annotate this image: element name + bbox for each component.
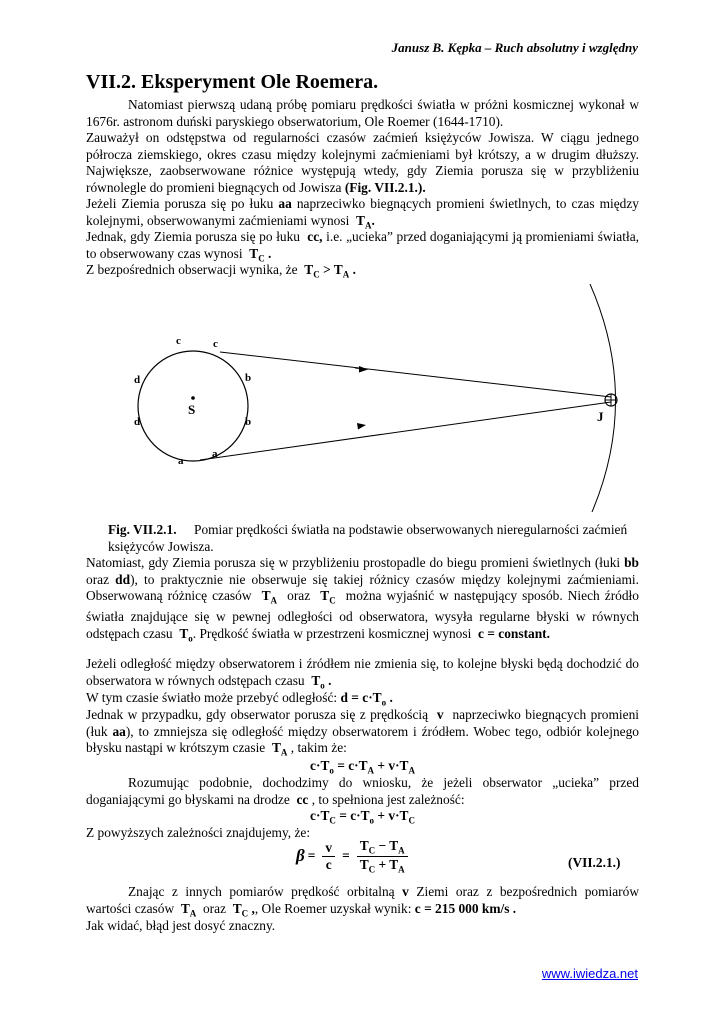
- p3b: aa: [278, 196, 292, 211]
- label-b1: b: [245, 372, 252, 384]
- p8b: d = c·T: [340, 690, 382, 705]
- paragraph-perpendicular: [86, 555, 639, 647]
- frac-denominator: $T_C + T_A$: [359, 856, 405, 875]
- label-c1: c: [176, 335, 181, 347]
- equation-beta: β = $\frac{v}{c}$ = $\frac{T_C - T_A}{T_C + T_A}$: [296, 838, 412, 874]
- p10b: cc: [296, 791, 309, 807]
- p6c: oraz: [86, 571, 110, 587]
- paragraph-approaching: [86, 707, 639, 761]
- sym-TC-3: $T_C$ ,: [232, 900, 255, 919]
- label-a1: a: [178, 455, 184, 467]
- paragraph-result: [86, 884, 639, 922]
- p4b: cc,: [307, 229, 323, 244]
- jupiter-orbit-arc: [590, 284, 616, 512]
- p12f: c = 215 000 km/s .: [414, 900, 517, 916]
- p9c: naprzeciwko biegnących promieni (łuk: [86, 707, 639, 739]
- p10a: Rozumując podobnie, dochodzimy do wniosku, że jeżeli obserwator „ucieka” przed doganiającymi go błyskami na drodze: [86, 775, 639, 807]
- figure-roemer-diagram: [100, 284, 640, 512]
- ray-lower: [200, 402, 611, 460]
- paragraph-derive: Z powyższych zależności znajdujemy, że:: [86, 825, 311, 840]
- arrowhead-lower: [357, 423, 366, 430]
- label-J: J: [597, 409, 604, 424]
- equation-1: $c\cdot T_o = c\cdot T_A + v\cdot T_A$: [310, 758, 415, 776]
- p8: W tym czasie światło może przebyć odległość:: [86, 690, 338, 705]
- sym-TA-3: $T_A$: [180, 900, 197, 919]
- beta-symbol: β: [296, 846, 305, 866]
- p12a: Znając z innych pomiarów prędkość orbitalną: [128, 884, 395, 899]
- p6b: bb: [624, 555, 639, 570]
- label-a2: a: [212, 448, 218, 460]
- p6g: można wyjaśnić w następujący sposób. Niech źródło światła znajdujące się w pewnej odległości od obserwatora, wysyła regularne błyski w równych odstępach czasu: [86, 588, 639, 641]
- label-S: S: [188, 402, 196, 417]
- p6e: ), to praktycznie nie obserwuje się takiej różnicy czasów między kolejnymi zaćmieniami. Obserwowaną różnicę czasów: [86, 571, 639, 603]
- label-d1: d: [134, 374, 141, 386]
- sym-To: $T_o$: [179, 625, 193, 644]
- p12c: Ziemi oraz z bezpośrednich pomiarów wartości czasów: [86, 884, 639, 916]
- p12e: , Ole Roemer uzyskał wynik:: [254, 900, 412, 916]
- p4c: i.e. „ucieka” przed doganiającymi ją promieniami światła, to obserwowany czas wynosi: [86, 229, 639, 261]
- frac-numerator: $T_C - T_A$: [357, 838, 408, 857]
- symbol-TC: $T_C$ .: [249, 245, 272, 264]
- p6a: Natomiast, gdy Ziemia porusza się w przybliżeniu prostopadle do biegu promieni świetlnych (łuki: [86, 555, 621, 570]
- p9f: , takim że:: [290, 740, 347, 755]
- equation-number: (VII.2.1.): [568, 855, 621, 870]
- fraction-v-over-c: [322, 840, 335, 873]
- paragraph-error: Jak widać, błąd jest dosyć znaczny.: [86, 918, 276, 933]
- p2-text: Zauważył on odstępstwa od regularności czasów zaćmień księżyców Jowisza. W ciągu jednego półrocza ziemskiego, okres czasu między kolejnymi zaćmieniami był krótszy, a w drugim dłuższy. Największe, zaobserwowane różnice występują wtedy, gdy Ziemia porusza się w przybliżeniu równolegle do promieni biegnących od Jowisza: [86, 130, 639, 195]
- label-c2: c: [213, 338, 218, 350]
- p9e: ), to zmniejsza się odległość między obserwatorem i źródłem. Wobec tego, odbiór kolejnego błysku nastąpi w krótszym czasie: [86, 723, 639, 755]
- p4a: Jednak, gdy Ziemia porusza się po łuku: [86, 229, 300, 244]
- paragraph-constant-distance: [86, 656, 639, 694]
- p3a: Jeżeli Ziemia porusza się po łuku: [86, 196, 274, 211]
- sym-TC: $T_C$: [320, 588, 336, 606]
- p12d: oraz: [202, 900, 227, 916]
- figure-ref: (Fig. VII.2.1.).: [344, 179, 426, 195]
- symbol-TA: $T_A$.: [356, 212, 375, 231]
- p9d: aa: [112, 723, 126, 739]
- p7: Jeżeli odległość między obserwatorem i źródłem nie zmienia się, to kolejne błyski będą dochodzić do obserwatora w równych odstępach czasu: [86, 656, 639, 688]
- p5: Z bezpośrednich obserwacji wynika, że: [86, 262, 298, 277]
- sym-To-2: $T_o$ .: [311, 672, 332, 691]
- p9b: v: [436, 707, 444, 722]
- ray-upper: [220, 352, 611, 397]
- label-b2: b: [245, 416, 252, 428]
- fraction-times: [357, 838, 408, 874]
- paragraph-observation: [86, 130, 639, 196]
- equation-2: $c\cdot T_C = c\cdot T_o + v\cdot T_C$: [310, 808, 415, 826]
- paragraph-escaping: [86, 775, 639, 808]
- paragraph-intro: Natomiast pierwszą udaną próbę pomiaru prędkości światła w próżni kosmicznej wykonał w 1676r. astronom duński paryskiego obserwatorium, Ole Roemer (1644-1710).: [86, 97, 639, 129]
- p10c: , to spełniona jest zależność:: [311, 791, 465, 807]
- running-header: Janusz B. Kępka – Ruch absolutny i względny: [391, 40, 638, 55]
- p9a: Jednak w przypadku, gdy obserwator porusza się z prędkością: [86, 707, 429, 722]
- frac-c: c: [325, 856, 332, 872]
- caption-text: Pomiar prędkości światła na podstawie obserwowanych nieregularności zaćmień księżyców Jowisza.: [108, 522, 628, 554]
- sym-TA: $T_A$: [261, 588, 278, 606]
- sun-dot: [191, 396, 195, 400]
- p6d: dd: [115, 571, 131, 587]
- sym-TA-2: $T_A$: [271, 740, 288, 758]
- frac-v: v: [322, 840, 335, 857]
- p6f: oraz: [287, 588, 311, 603]
- label-d2: d: [134, 416, 141, 428]
- footer-link[interactable]: www.iwiedza.net: [541, 966, 638, 981]
- inequality: $T_C > T_A$ .: [304, 262, 356, 280]
- figure-caption: [108, 522, 638, 555]
- p6h: . Prędkość światła w przestrzeni kosmicznej wynosi: [192, 625, 472, 641]
- p12b: v: [402, 884, 409, 899]
- section-title: VII.2. Eksperyment Ole Roemera.: [86, 71, 379, 93]
- arrowhead-upper: [359, 366, 368, 373]
- p3c: naprzeciwko biegnących promieni świetlnych, to czas między kolejnymi, obserwowanymi zaćmieniami wynosi: [86, 196, 639, 228]
- p6i: c = constant.: [478, 625, 550, 641]
- paragraph-conclusion: [86, 262, 639, 283]
- caption-label: Fig. VII.2.1.: [108, 522, 177, 537]
- eq-distance: $d = c\cdot T_o$ .: [340, 690, 393, 708]
